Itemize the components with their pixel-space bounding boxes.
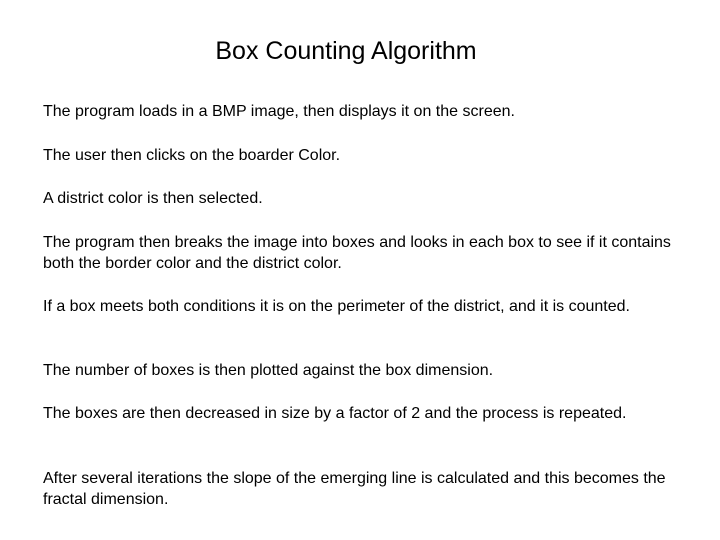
- paragraph-fractal-dimension: After several iterations the slope of the emerging line is calculated and this becomes the fractal dimension.: [43, 470, 666, 508]
- paragraph-load-image: The program loads in a BMP image, then displays it on the screen.: [43, 103, 515, 120]
- paragraph-break-into-boxes: The program then breaks the image into boxes and looks in each box to see if it contains both the border color and the district color.: [43, 234, 671, 272]
- paragraph-decrease-size: The boxes are then decreased in size by a factor of 2 and the process is repeated.: [43, 405, 627, 422]
- slide-title: Box Counting Algorithm: [215, 37, 477, 65]
- paragraph-plot-boxes: The number of boxes is then plotted against the box dimension.: [43, 362, 494, 379]
- paragraph-perimeter-count: If a box meets both conditions it is on the perimeter of the district, and it is counted.: [43, 298, 630, 315]
- paragraph-district-color: A district color is then selected.: [43, 190, 263, 207]
- paragraph-border-color: The user then clicks on the boarder Color.: [43, 147, 341, 164]
